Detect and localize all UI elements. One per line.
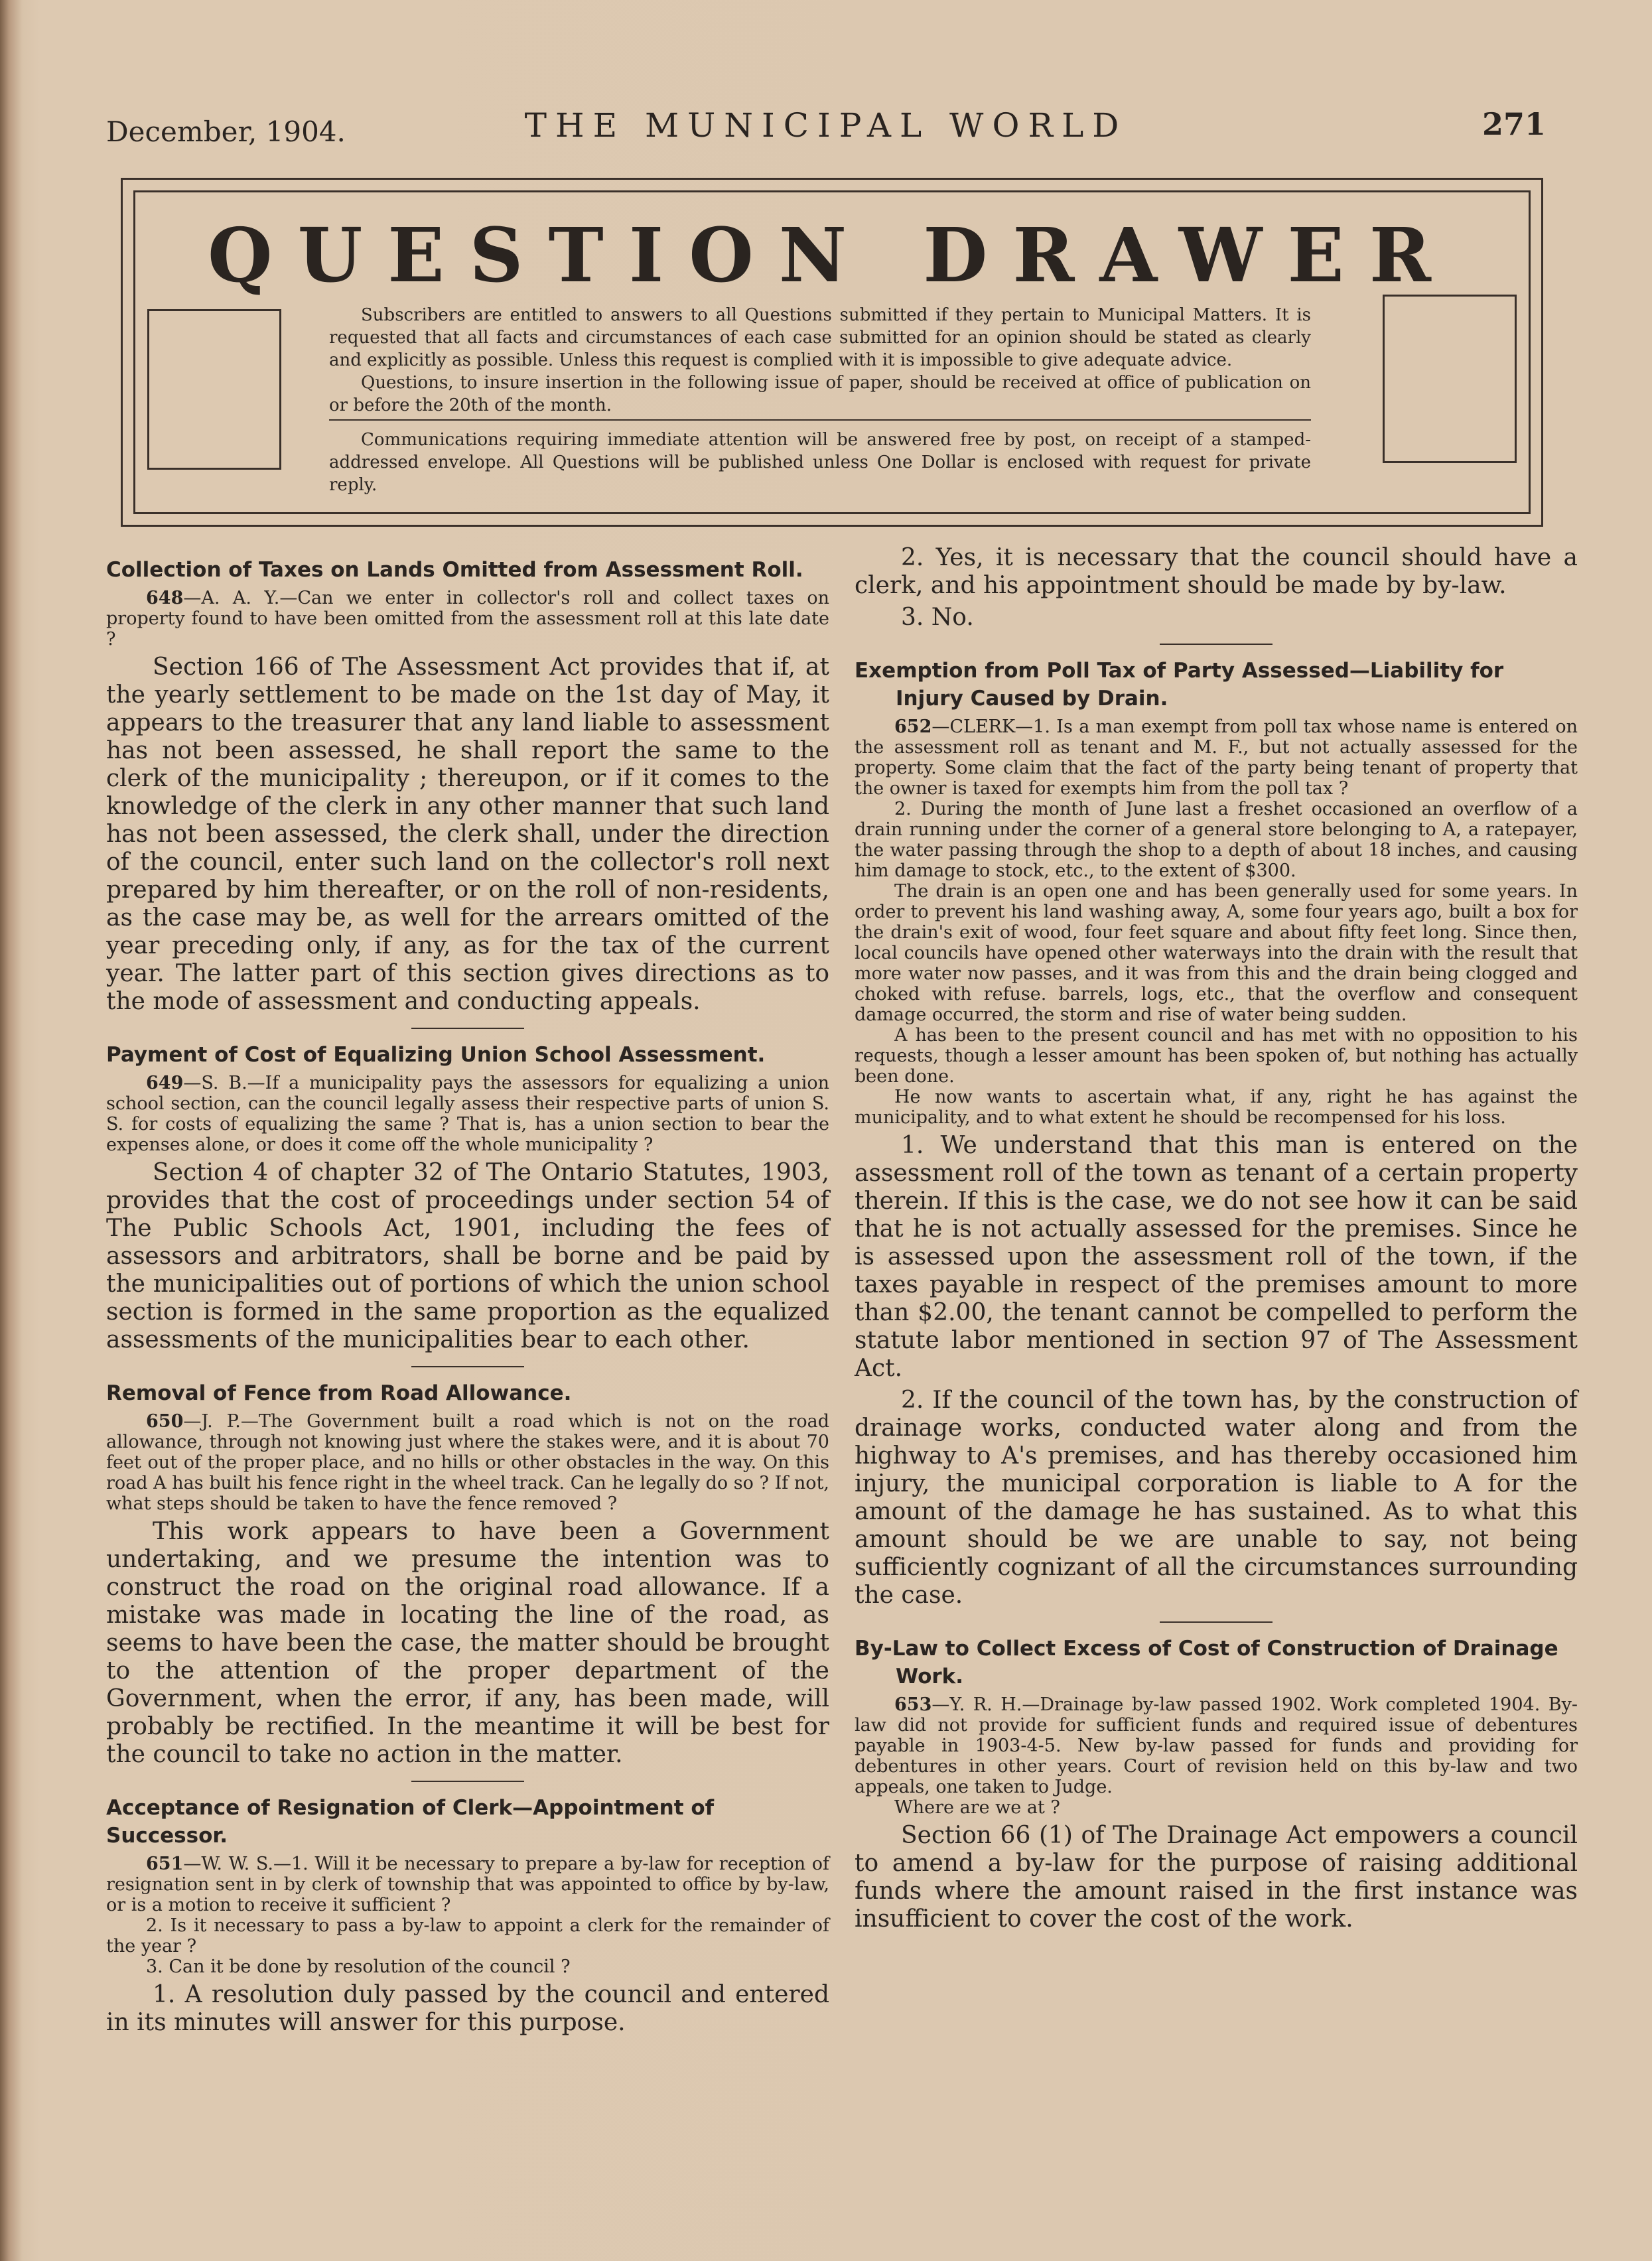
notice-paragraph: Subscribers are entitled to answers to all Questions submitted if they pertain to Municipal Matters. It is requested that all facts and circumstances of each case submitted for an opinion should be stated as clearly and explicitly as possible. Unless this request is complied with it is impossible to give adequate advice. xyxy=(329,305,1311,370)
question-body: —A. A. Y.—Can we enter in collector's roll and collect taxes on property found to have been omitted from the assessment roll at this late date ? xyxy=(106,588,829,650)
question-text: 3. Can it be done by resolution of the council ? xyxy=(146,1956,571,1977)
answer-text: 1. We understand that this man is entered on the assessment roll of the town as tenant of a certain property therein. If this is the case, we do not see how it can be said that he is not actually assessed for the premises. Since he is assessed upon the assessment roll of the town, if the taxes payable in respect of the premises amount to more than $2.00, the tenant cannot be compelled to perform the statute labor mentioned in section 97 of The Assessment Act. xyxy=(855,1132,1578,1382)
question-body: —J. P.—The Government built a road which is not on the road allowance, through not knowing just where the stakes were, and it is about 70 feet out of the proper place, and no hills or other obstacles in the way. On this road A has built his fence right in the wheel track. Can he legally do so ? If not, what steps should be taken to have the fence removed ? xyxy=(106,1411,829,1514)
question-number: 651 xyxy=(146,1854,184,1874)
question-drawer-notice xyxy=(329,304,1311,417)
section-divider xyxy=(1160,1621,1273,1623)
answer-text: 2. Yes, it is necessary that the council should have a clerk, and his appointment should be made by by-law. xyxy=(855,544,1578,599)
answer-text: This work appears to have been a Government undertaking, and we presume the intention was to construct the road on the original road allowance. If a mistake was made in locating the line of the road, as seems to have been the case, the matter should be brought to the attention of the proper department of the Government, when the error, if any, has been made, will probably be rectified. In the meantime it will be best for the council to take no action in the matter. xyxy=(106,1518,829,1768)
question-body: —CLERK—1. Is a man exempt from poll tax whose name is entered on the assessment roll as tenant and M. F., but not actually assessed for the property. Some claim that the fact of the party being tenant of property that the owner is taxed for exempts him from the poll tax ? xyxy=(855,717,1578,799)
notice-paragraph: Questions, to insure insertion in the following issue of paper, should be received at office of publication on or before the 20th of the month. xyxy=(329,373,1311,415)
article-heading: Acceptance of Resignation of Clerk—Appointment of Successor. xyxy=(106,1796,715,1848)
article-heading: Collection of Taxes on Lands Omitted from Assessment Roll. xyxy=(106,558,803,582)
right-column xyxy=(855,544,1578,1933)
question-drawer-box xyxy=(121,178,1543,527)
question-text xyxy=(106,588,829,650)
question-number: 648 xyxy=(146,588,184,608)
answer-text: Section 4 of chapter 32 of The Ontario Statutes, 1903, provides that the cost of proceedings under section 54 of The Public Schools Act, 1901, including the fees of assessors and arbitrators, shall be borne and be paid by the municipalities out of portions of which the union school section is formed in the same proportion as the equalized assessments of the municipalities bear to each other. xyxy=(106,1159,829,1353)
question-body: —Y. R. H.—Drainage by-law passed 1902. Work completed 1904. By-law did not provide for sufficient funds and required issue of debentures payable in 1903-4-5. New by-law passed for funds and providing for debentures in other years. Court of revision held on this by-law and two appeals, one taken to Judge. xyxy=(855,1694,1578,1797)
answer-text: Section 166 of The Assessment Act provides that if, at the yearly settlement to be made on the 1st day of May, it appears to the treasurer that any land liable to assessment has not been assessed, he shall report the same to the clerk of the municipality ; thereupon, or if it comes to the knowledge of the clerk in any other manner that such land has not been assessed, the clerk shall, under the direction of the council, enter such land on the collector's roll next prepared by him thereafter, or on the roll of non-residents, as the case may be, as well for the arrears omitted of the year preceding only, if any, as for the tax of the current year. The latter part of this section gives directions as to the mode of assessment and conducting appeals. xyxy=(106,653,829,1015)
publication-title: THE MUNICIPAL WORLD xyxy=(524,106,1128,145)
question-text: 2. During the month of June last a freshet occasioned an overflow of a drain running under the corner of a general store belonging to A, a ratepayer, the water passing through the shop to a depth of about 18 inches, and causing him damage to stock, etc., to the extent of $300. xyxy=(855,799,1578,881)
question-text xyxy=(106,1073,829,1155)
question-text: He now wants to ascertain what, if any, right he has against the municipality, and to what extent he should be recompensed for his loss. xyxy=(855,1087,1578,1128)
running-head xyxy=(106,106,1546,159)
question-text xyxy=(855,1694,1578,1797)
article-heading: Payment of Cost of Equalizing Union School Assessment. xyxy=(106,1043,766,1067)
question-text xyxy=(106,1411,829,1514)
answer-text: 2. If the council of the town has, by the construction of drainage works, conducted water along and from the highway to A's premises, and has thereby occasioned him injury, the municipal corporation is liable to A for the amount of the damage he has sustained. As to what this amount should be we are unable to say, not being sufficiently cognizant of all the circumstances surrounding the case. xyxy=(855,1387,1578,1609)
question-text xyxy=(106,1854,829,1915)
section-divider xyxy=(1160,644,1273,645)
decorative-box-right xyxy=(1383,295,1517,463)
notice-divider xyxy=(329,419,1311,421)
article-heading: Removal of Fence from Road Allowance. xyxy=(106,1381,572,1405)
question-number: 650 xyxy=(146,1411,184,1432)
question-number: 653 xyxy=(894,1694,932,1715)
question-number: 652 xyxy=(894,717,932,737)
question-body: —S. B.—If a municipality pays the assessors for equalizing a union school section, can the council legally assess their respective parts of union S. S. for costs of equalizing the same ? That is, has a union section to bear the expenses alone, or does it come off the whole municipality ? xyxy=(106,1073,829,1155)
article-heading: Exemption from Poll Tax of Party Assessed—Liability for Injury Caused by Drain. xyxy=(855,659,1504,711)
question-text: A has been to the present council and has met with no opposition to his requests, though a lesser amount has been spoken of, but nothing has actually been done. xyxy=(855,1025,1578,1087)
decorative-box-left xyxy=(147,309,281,470)
notice-paragraph: Communications requiring immediate attention will be answered free by post, on receipt of a stamped-addressed envelope. All Questions will be published unless One Dollar is enclosed with request for private reply. xyxy=(329,430,1311,495)
question-text: 2. Is it necessary to pass a by-law to appoint a clerk for the remainder of the year ? xyxy=(106,1915,829,1956)
answer-text: 1. A resolution duly passed by the council and entered in its minutes will answer for this purpose. xyxy=(106,1981,829,2036)
section-divider xyxy=(411,1366,524,1367)
section-divider xyxy=(411,1781,524,1782)
article-heading: By-Law to Collect Excess of Cost of Construction of Drainage Work. xyxy=(855,1637,1558,1688)
left-column xyxy=(106,544,829,2037)
question-body: —W. W. S.—1. Will it be necessary to prepare a by-law for reception of resignation sent in by clerk of township that was appointed to office by by-law, or is a motion to receive it sufficient ? xyxy=(106,1854,829,1915)
issue-date: December, 1904. xyxy=(106,115,346,148)
page-number: 271 xyxy=(1481,106,1546,142)
question-text: The drain is an open one and has been generally used for some years. In order to prevent his land washing away, A, some four years ago, built a box for the drain's exit of wood, four feet square and about fifty feet long. Since then, local councils have opened other waterways into the drain with the result that more water now passes, and it was from this and the drain being clogged and choked with refuse. barrels, logs, etc., that the overflow and consequent damage occurred, the storm and rise of water being sudden. xyxy=(855,881,1578,1025)
question-drawer-inner-frame xyxy=(133,190,1531,514)
question-text: Where are we at ? xyxy=(894,1797,1060,1818)
question-number: 649 xyxy=(146,1073,184,1093)
section-divider xyxy=(411,1028,524,1029)
answer-text: 3. No. xyxy=(901,604,974,631)
question-drawer-title: QUESTION DRAWER xyxy=(208,212,1456,299)
question-text xyxy=(855,717,1578,799)
answer-text: Section 66 (1) of The Drainage Act empowers a council to amend a by-law for the purpose of raising additional funds where the amount raised in the first instance was insufficient to cover the cost of the work. xyxy=(855,1822,1578,1933)
